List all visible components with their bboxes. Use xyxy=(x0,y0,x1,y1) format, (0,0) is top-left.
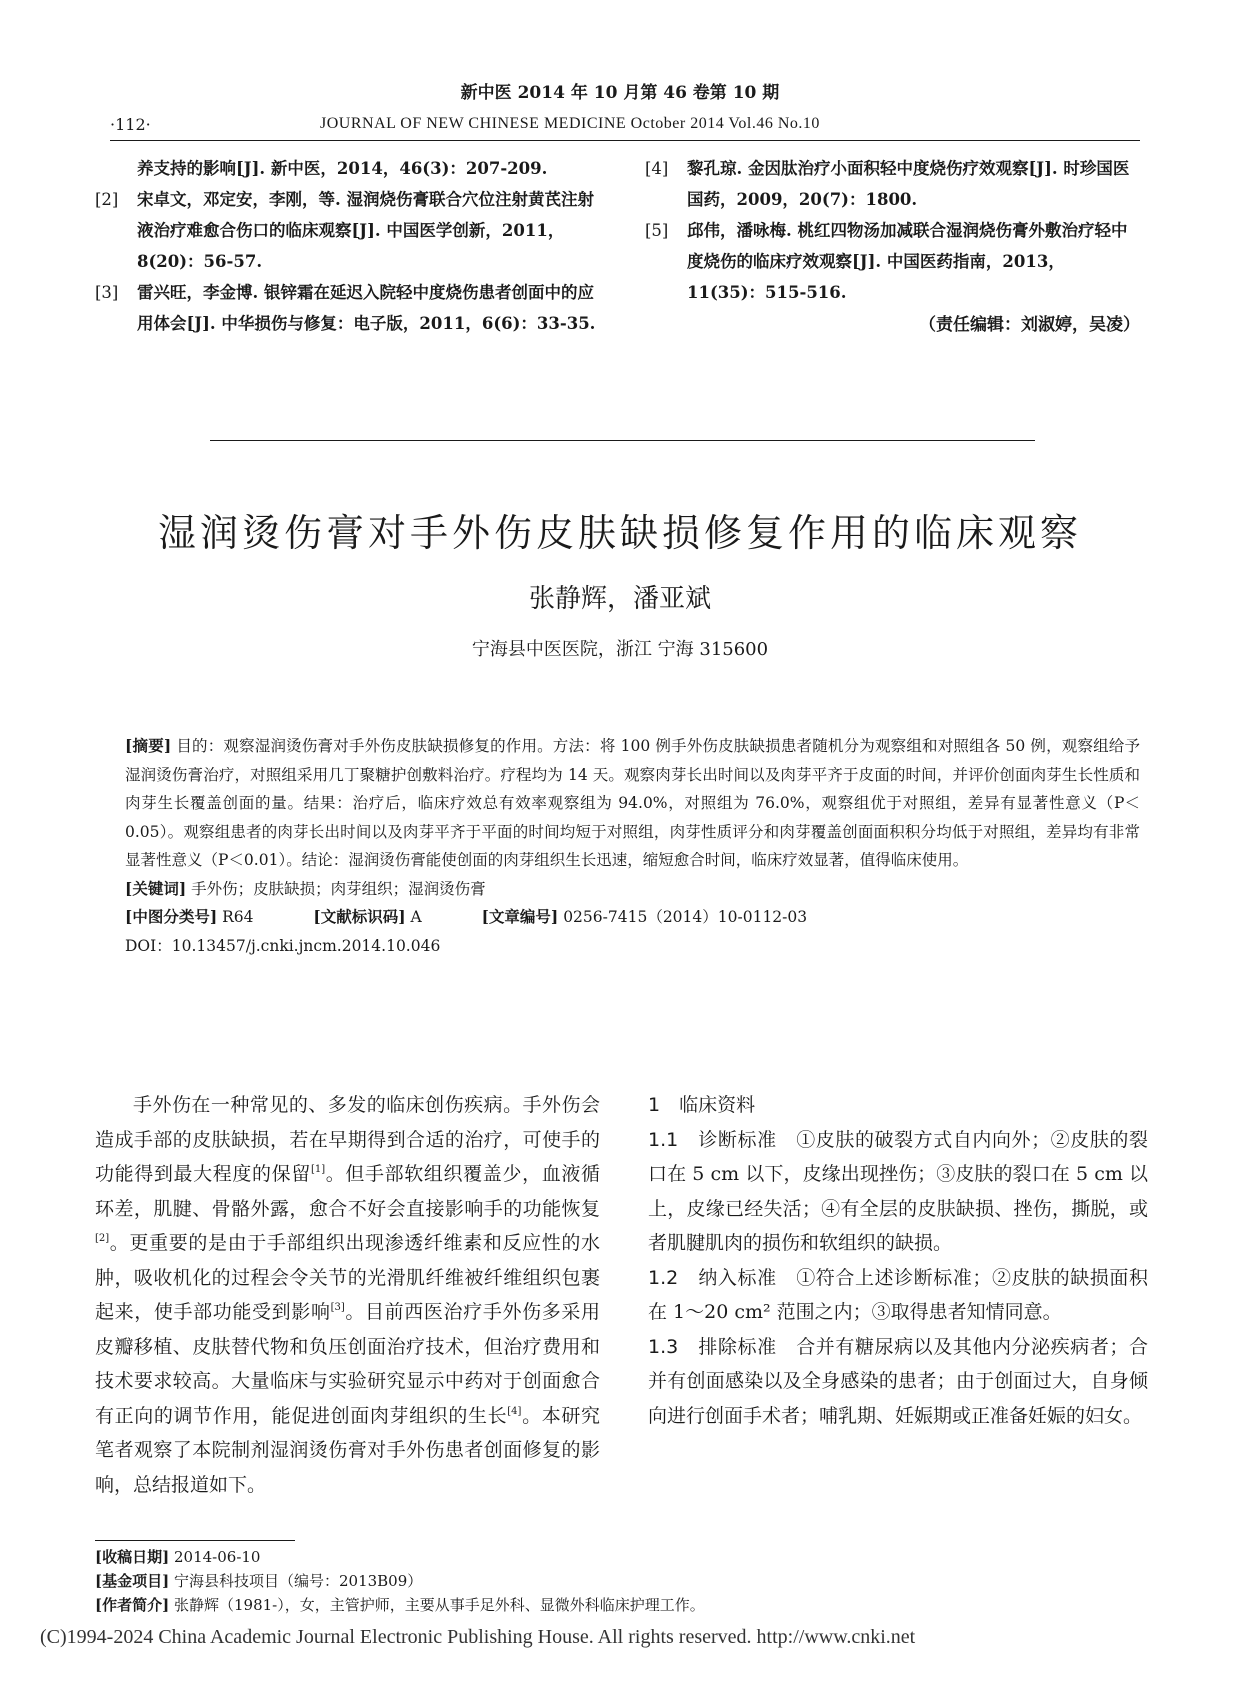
reference-text: 宋卓文，邓定安，李刚，等. 湿润烧伤膏联合穴位注射黄芪注射液治疗难愈合伤口的临床观察[J]. 中国医学创新，2011，8(20)：56-57. xyxy=(137,190,594,271)
subsection-heading: 1.1 诊断标准 xyxy=(648,1128,777,1151)
prev-references-right xyxy=(645,153,1140,308)
reference-number: [3] xyxy=(95,283,119,302)
abstract xyxy=(125,732,1140,875)
subsection-1-1 xyxy=(648,1123,1148,1261)
subsection-text: ①皮肤的破裂方式自内向外；②皮肤的裂口在 5 cm 以下，皮缘出现挫伤；③皮肤的裂口在 5 cm 以上，皮缘已经失活；④有全层的皮肤缺损、挫伤，撕脱，或者肌腱肌肉的损伤和软组织的缺损。 xyxy=(648,1128,1148,1254)
intro-text: 。目前西医治疗手外伤多采用皮瓣移植、皮肤替代物和负压创面治疗技术，但治疗费用和技术要求较高。大量临床与实验研究显示中药对于创面愈合有正向的调节作用，能促进创面肉芽组织的生长 xyxy=(95,1301,600,1427)
body-column-right xyxy=(648,1088,1148,1433)
intro-text: 。更重要的是由于手部组织出现渗透纤维素和反应性的水肿，吸收机化的过程会令关节的光滑肌纤维被纤维组织包裹起来，使手部功能受到影响 xyxy=(95,1232,600,1323)
doc-code-value: A xyxy=(410,908,422,926)
keywords xyxy=(125,875,1140,904)
classification-line xyxy=(125,903,1140,932)
body-column-left xyxy=(95,1088,600,1502)
section-heading: 1 临床资料 xyxy=(648,1094,756,1116)
subsection-1-3 xyxy=(648,1330,1148,1434)
citation: [3] xyxy=(330,1302,345,1313)
subsection-heading: 1.2 纳入标准 xyxy=(648,1266,777,1289)
intro-text: 。但手部软组织覆盖少，血液循环差，肌腱、骨骼外露，愈合不好会直接影响手的功能恢复 xyxy=(95,1163,600,1220)
citation: [1] xyxy=(310,1164,326,1175)
reference-number: [5] xyxy=(645,221,669,240)
journal-header-cn: 新中医 2014 年 10 月第 46 卷第 10 期 xyxy=(460,83,780,103)
reference-item xyxy=(95,184,610,277)
reference-text: 黎孔琼. 金因肽治疗小面积轻中度烧伤疗效观察[J]. 时珍国医国药，2009，20(7)：1800. xyxy=(687,159,1130,209)
keywords-label: [关键词] xyxy=(125,878,187,898)
journal-header-en: JOURNAL OF NEW CHINESE MEDICINE October 2014 Vol.46 No.10 xyxy=(320,115,820,132)
reference-text: 雷兴旺，李金博. 银锌霜在延迟入院轻中度烧伤患者创面中的应用体会[J]. 中华损伤与修复：电子版，2011，6(6)：33-35. xyxy=(137,283,596,333)
footnotes xyxy=(95,1545,1140,1617)
reference-item xyxy=(645,153,1140,215)
reference-item xyxy=(645,215,1140,308)
citation: [2] xyxy=(95,1233,110,1244)
page-number: ·112· xyxy=(110,115,151,134)
footnote-label: [作者简介] xyxy=(95,1596,170,1614)
intro-text: 手外伤在一种常见的、多发的临床创伤疾病。手外伤会造成手部的皮肤缺损，若在早期得到合适的治疗，可使手的功能得到最大程度的保留 xyxy=(95,1094,600,1185)
doc-code-label: [文献标识码] xyxy=(313,907,406,926)
copyright-watermark: (C)1994-2024 China Academic Journal Electronic Publishing House. All rights reserved. http://www.cnki.net xyxy=(40,1626,916,1648)
subsection-text: ①符合上述诊断标准；②皮肤的缺损面积在 1～20 cm² 范围之内；③取得患者知情同意。 xyxy=(648,1266,1148,1323)
footnote-rule xyxy=(95,1540,295,1541)
footnote-text: 宁海县科技项目（编号：2013B09） xyxy=(173,1572,423,1590)
article-title: 湿润烫伤膏对手外伤皮肤缺损修复作用的临床观察 xyxy=(157,511,1082,555)
intro-text: 。本研究笔者观察了本院制剂湿润烫伤膏对手外伤患者创面修复的影响，总结报道如下。 xyxy=(95,1404,600,1496)
reference-text: 邱伟，潘咏梅. 桃红四物汤加减联合湿润烧伤膏外敷治疗轻中度烧伤的临床疗效观察[J]. 中国医药指南，2013，11(35)：515-516. xyxy=(687,221,1128,302)
footnote-funding xyxy=(95,1569,1140,1593)
footnote-label: [基金项目] xyxy=(95,1572,170,1590)
prev-references-left xyxy=(95,153,610,339)
article-separator xyxy=(210,440,1035,441)
subsection-heading: 1.3 排除标准 xyxy=(648,1335,777,1358)
footnote-author-bio xyxy=(95,1593,1140,1617)
abstract-label: [摘要] xyxy=(125,736,172,755)
article-number-value: 0256-7415（2014）10-0112-03 xyxy=(563,908,808,926)
reference-number: [2] xyxy=(95,190,119,209)
footnote-received xyxy=(95,1545,1140,1569)
clc-value: R64 xyxy=(222,908,254,926)
footnote-text: 2014-06-10 xyxy=(173,1548,261,1566)
citation: [4] xyxy=(507,1405,522,1417)
footnote-label: [收稿日期] xyxy=(95,1548,170,1566)
header-rule xyxy=(110,140,1140,141)
doi: DOI：10.13457/j.cnki.jncm.2014.10.046 xyxy=(125,936,441,955)
intro-paragraph xyxy=(95,1088,600,1502)
reference-item xyxy=(95,277,610,339)
subsection-text: 合并有糖尿病以及其他内分泌疾病者；合并有创面感染以及全身感染的患者；由于创面过大，自身倾向进行创面手术者；哺乳期、妊娠期或正准备妊娠的妇女。 xyxy=(648,1335,1148,1427)
reference-number: [4] xyxy=(645,159,669,178)
responsible-editor: （责任编辑：刘淑婷，吴凌） xyxy=(919,315,1140,335)
reference-text: 养支持的影响[J]. 新中医，2014，46(3)：207-209. xyxy=(137,159,548,178)
abstract-block xyxy=(125,732,1140,960)
abstract-text: 目的：观察湿润烫伤膏对手外伤皮肤缺损修复的作用。方法：将 100 例手外伤皮肤缺损患者随机分为观察组和对照组各 50 例，观察组给予湿润烫伤膏治疗，对照组采用几丁聚糖护创敷料治疗。疗程均为 14 天。观察肉芽长出时间以及肉芽平齐于皮面的时间，并评价创面肉芽生长性质和肉芽生长覆盖创面的量。结果：治疗后，临床疗效总有效率观察组为 94.0%，对照组为 76.0%，观察组优于对照组，差异有显著性意义（P＜0.05）。观察组患者的肉芽长出时间以及肉芽平齐于平面的时间均短于对照组，肉芽性质评分和肉芽覆盖创面面积积分均低于对照组，差异均有非常显著性意义（P＜0.01）。结论：湿润烫伤膏能使创面的肉芽组织生长迅速，缩短愈合时间，临床疗效显著，值得临床使用。 xyxy=(125,737,1140,869)
clc-label: [中图分类号] xyxy=(125,907,218,926)
reference-item xyxy=(95,153,610,184)
footnote-text: 张静辉（1981-），女，主管护师，主要从事手足外科、显微外科临床护理工作。 xyxy=(173,1596,705,1614)
article-affiliation: 宁海县中医医院，浙江 宁海 315600 xyxy=(471,639,769,660)
keywords-text: 手外伤；皮肤缺损；肉芽组织；湿润烫伤膏 xyxy=(191,879,486,898)
article-authors: 张静辉，潘亚斌 xyxy=(528,584,711,614)
subsection-1-2 xyxy=(648,1261,1148,1330)
article-number-label: [文章编号] xyxy=(481,907,559,926)
